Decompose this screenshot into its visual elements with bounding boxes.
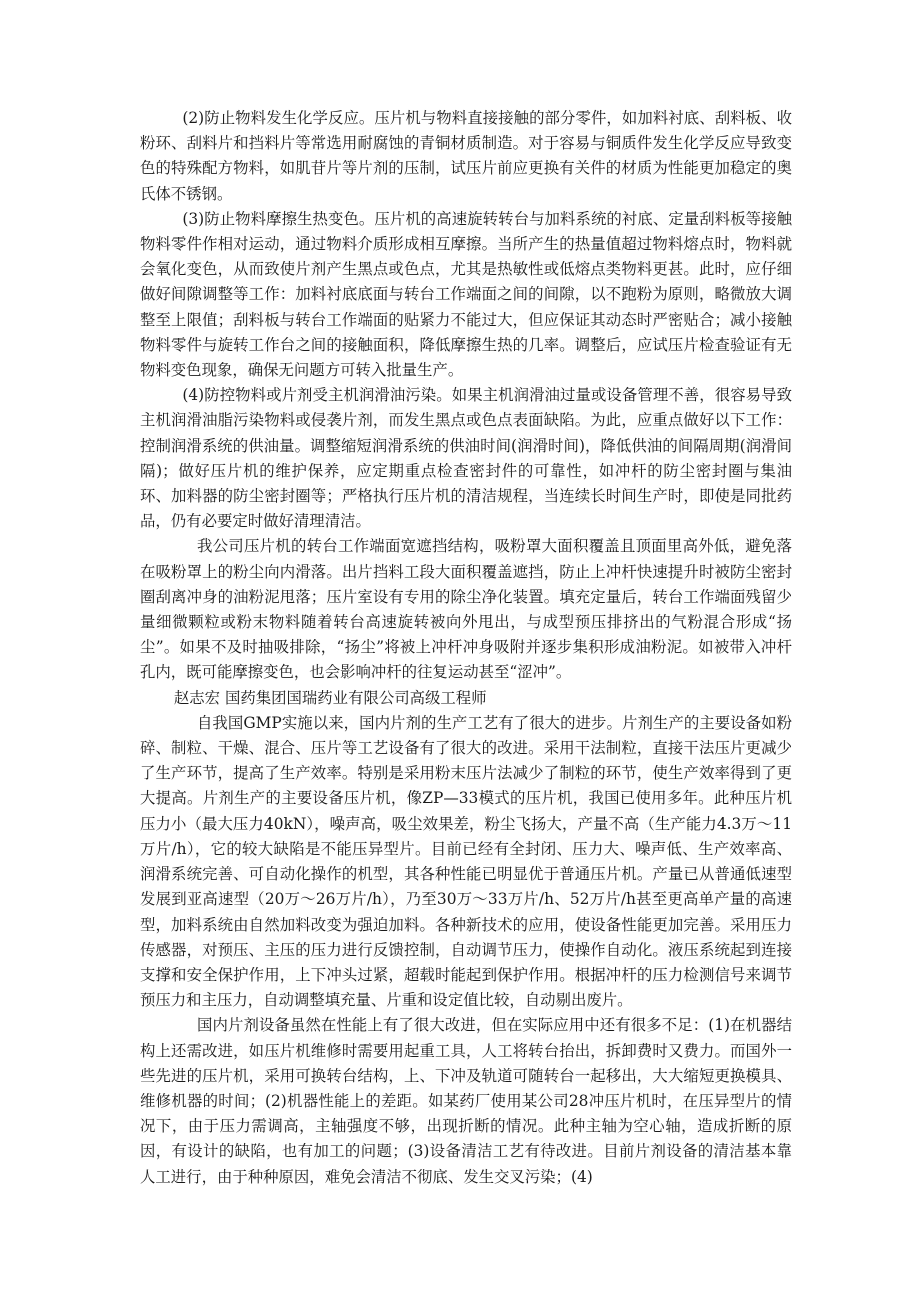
document-body [140,106,792,1190]
paragraph-company-structure: 我公司压片机的转台工作端面宽遮挡结构，吸粉罩大面积覆盖且顶面里高外低，避免落在吸粉罩上的粉尘向内滑落。出片挡料工段大面积覆盖遮挡，防止上冲杆快速提升时被防尘密封圈刮离冲身的油粉泥甩落；压片室设有专用的除尘净化装置。填充定量后，转台工作端面残留少量细微颗粒或粉末物料随着转台高速旋转被向外甩出，与成型预压排挤出的气粉混合形成“扬尘”。如果不及时抽吸排除，“扬尘”将被上冲杆冲身吸附并逐步集积形成油粉泥。如被带入冲杆孔内，既可能摩擦变色，也会影响冲杆的往复运动甚至“涩冲”。 [140,537,792,682]
paragraph-prevent-oil-contamination: (4)防控物料或片剂受主机润滑油污染。如果主机润滑油过量或设备管理不善，很容易导致主机润滑油脂污染物料或侵袭片剂，而发生黑点或色点表面缺陷。为此，应重点做好以下工作：控制润滑系统的供油量。调整缩短润滑系统的供油时间(润滑时间)，降低供油的间隔周期(润滑间隔)；做好压片机的维护保养，应定期重点检查密封件的可靠性，如冲杆的防尘密封圈与集油环、加料器的防尘密封圈等；严格执行压片机的清洁规程，当连续长时间生产时，即使是同批药品，仍有必要定时做好清理清洁。 [140,386,792,531]
paragraph-gmp-progress: 自我国GMP实施以来，国内片剂的生产工艺有了很大的进步。片剂生产的主要设备如粉碎、制粒、干燥、混合、压片等工艺设备有了很大的改进。采用干法制粒，直接干法压片更减少了生产环节，提高了生产效率。特别是采用粉末压片法减少了制粒的环节，使生产效率得到了更大提高。片剂生产的主要设备压片机，像ZP—33模式的压片机，我国已使用多年。此种压片机压力小（最大压力40kN），噪声高，吸尘效果差，粉尘飞扬大，产量不高（生产能力4.3万～11万片/h），它的较大缺陷是不能压异型片。目前已经有全封闭、压力大、噪声低、生产效率高、润滑系统完善、可自动化操作的机型，其各种性能已明显优于普通压片机。产量已从普通低速型发展到亚高速型（20万～26万片/h），乃至30万～33万片/h、52万片/h甚至更高单产量的高速型，加料系统由自然加料改变为强迫加料。各种新技术的应用，使设备性能更加完善。采用压力传感器，对预压、主压的压力进行反馈控制，自动调节压力，使操作自动化。液压系统起到连接支撑和安全保护作用，上下冲头过紧，超载时能起到保护作用。根据冲杆的压力检测信号来调节预压力和主压力，自动调整填充量、片重和设定值比较，自动剔出废片。 [140,713,792,1010]
paragraph-prevent-friction-heat: (3)防止物料摩擦生热变色。压片机的高速旋转转台与加料系统的衬底、定量刮料板等接触物料零件作相对运动，通过物料介质形成相互摩擦。当所产生的热量值超过物料熔点时，物料就会氧化变色，从而致使片剂产生黑点或色点，尤其是热敏性或低熔点类物料更甚。此时，应仔细做好间隙调整等工作：加料衬底底面与转台工作端面之间的间隙，以不跑粉为原则，略微放大调整至上限值；刮料板与转台工作端面的贴紧力不能过大，但应保证其动态时严密贴合；减小接触物料零件与旋转工作台之间的接触面积，降低摩擦生热的几率。调整后，应试压片检查验证有无物料变色现象，确保无问题方可转入批量生产。 [140,209,792,380]
paragraph-prevent-chemical-reaction: (2)防止物料发生化学反应。压片机与物料直接接触的部分零件，如加料衬底、刮料板、收粉环、刮料片和挡料片等常选用耐腐蚀的青铜材质制造。对于容易与铜质件发生化学反应导致变色的特殊配方物料，如肌苷片等片剂的压制，试压片前应更换有关件的材质为性能更加稳定的奥氏体不锈钢。 [140,109,792,203]
author-line: 赵志宏 国药集团国瑞药业有限公司高级工程师 [173,688,487,707]
paragraph-domestic-shortcomings: 国内片剂设备虽然在性能上有了很大改进，但在实际应用中还有很多不足：(1)在机器结构上还需改进，如压片机维修时需要用起重工具，人工将转台抬出，拆卸费时又费力。而国外一些先进的压片机，采用可换转台结构，上、下冲及轨道可随转台一起移出，大大缩短更换模具、维修机器的时间；(2)机器性能上的差距。如某药厂使用某公司28冲压片机时，在压异型片的情况下，由于压力需调高，主轴强度不够，出现折断的情况。此种主轴为空心轴，造成折断的原因，有设计的缺陷，也有加工的问题；(3)设备清洁工艺有待改进。目前片剂设备的清洁基本靠人工进行，由于种种原因，难免会清洁不彻底、发生交叉污染；(4) [140,1016,792,1186]
